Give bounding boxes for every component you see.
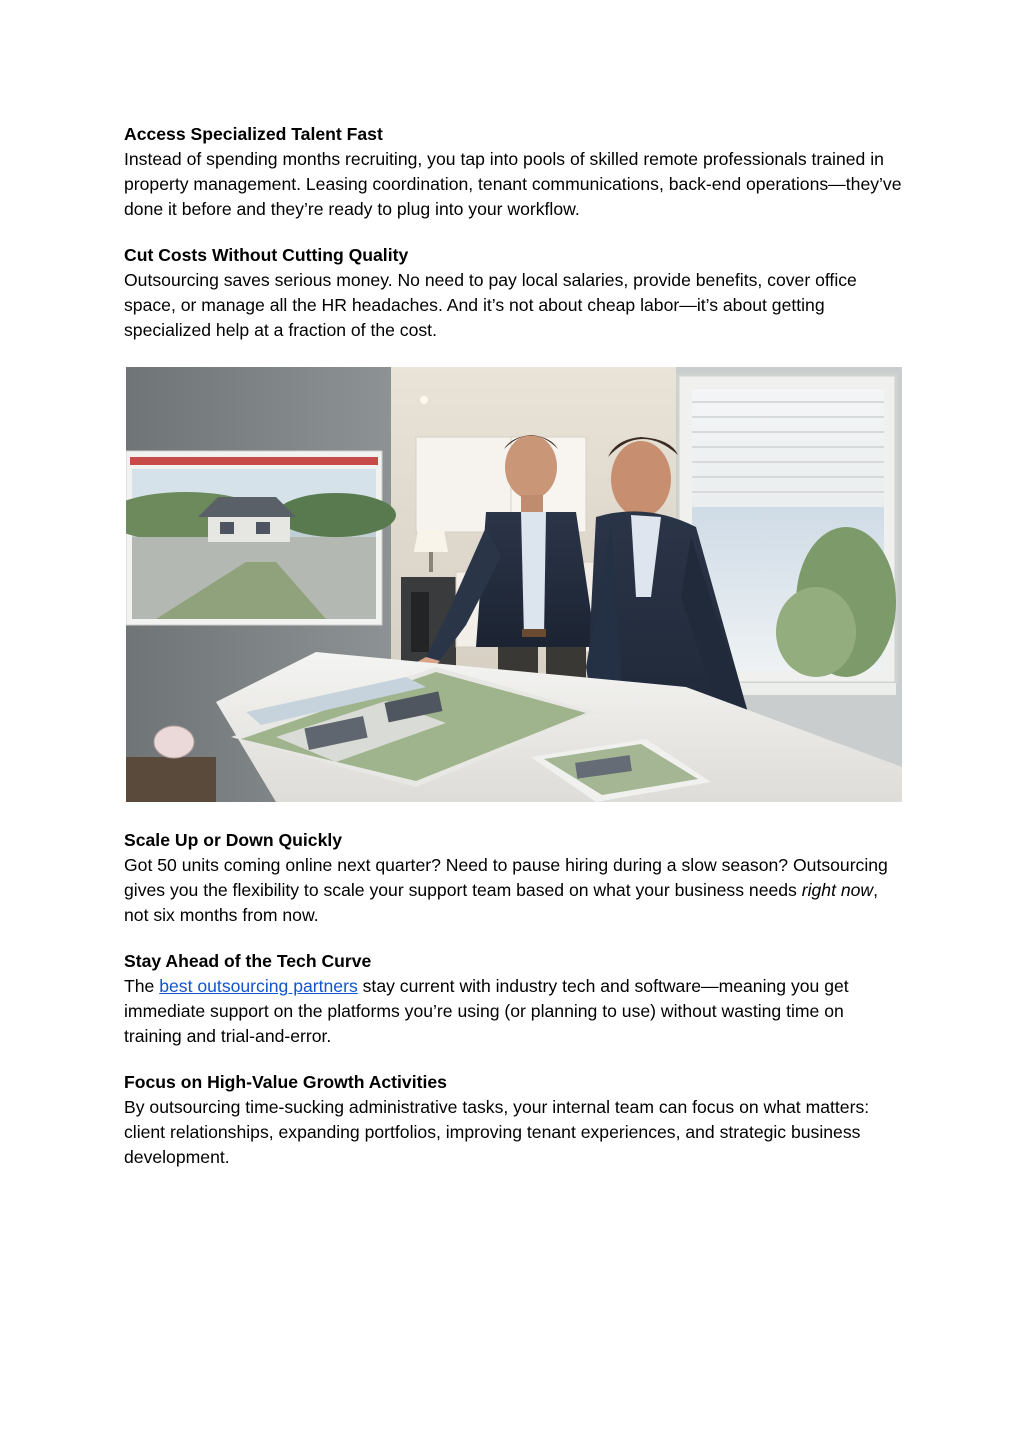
section-body: [124, 974, 904, 1049]
section-body: Instead of spending months recruiting, you tap into pools of skilled remote professionals trained in property management. Leasing coordination, tenant communications, back-end operations—they’ve done it before and they’re ready to plug into your workflow.: [124, 149, 902, 219]
section-access-talent: [124, 122, 904, 222]
office-photo: [126, 367, 902, 802]
lower-content: [124, 828, 904, 1170]
body-text: Got 50 units coming online next quarter? Need to pause hiring during a slow season? Outsourcing gives you the flexibility to scale your support team based on what your business needs: [124, 855, 888, 900]
outsourcing-partners-link[interactable]: best outsourcing partners: [159, 976, 358, 996]
section-cut-costs: [124, 243, 904, 343]
body-text: The: [124, 976, 160, 996]
section-body: Outsourcing saves serious money. No need to pay local salaries, provide benefits, cover office space, or manage all the HR headaches. And it’s not about cheap labor—it’s about getting specialized help at a fraction of the cost.: [124, 270, 857, 340]
section-tech: [124, 949, 904, 1049]
section-scale: [124, 828, 904, 928]
section-body: [124, 853, 904, 928]
section-title: Access Specialized Talent Fast: [124, 124, 383, 144]
upper-content: [124, 122, 904, 343]
section-title: Scale Up or Down Quickly: [124, 830, 343, 850]
section-title: Cut Costs Without Cutting Quality: [124, 245, 409, 265]
body-text: , not six months from now.: [124, 880, 879, 925]
section-growth: [124, 1070, 904, 1170]
section-title: Stay Ahead of the Tech Curve: [124, 951, 372, 971]
section-body: By outsourcing time-sucking administrative tasks, your internal team can focus on what matters: client relationships, expanding portfolios, improving tenant experiences, and strategic business development.: [124, 1097, 870, 1167]
section-title: Focus on High-Value Growth Activities: [124, 1072, 447, 1092]
emphasis-text: right now: [801, 880, 874, 900]
body-text: stay current with industry tech and software—meaning you get immediate support on the platforms you’re using (or planning to use) without wasting time on training and trial-and-error.: [124, 976, 849, 1046]
